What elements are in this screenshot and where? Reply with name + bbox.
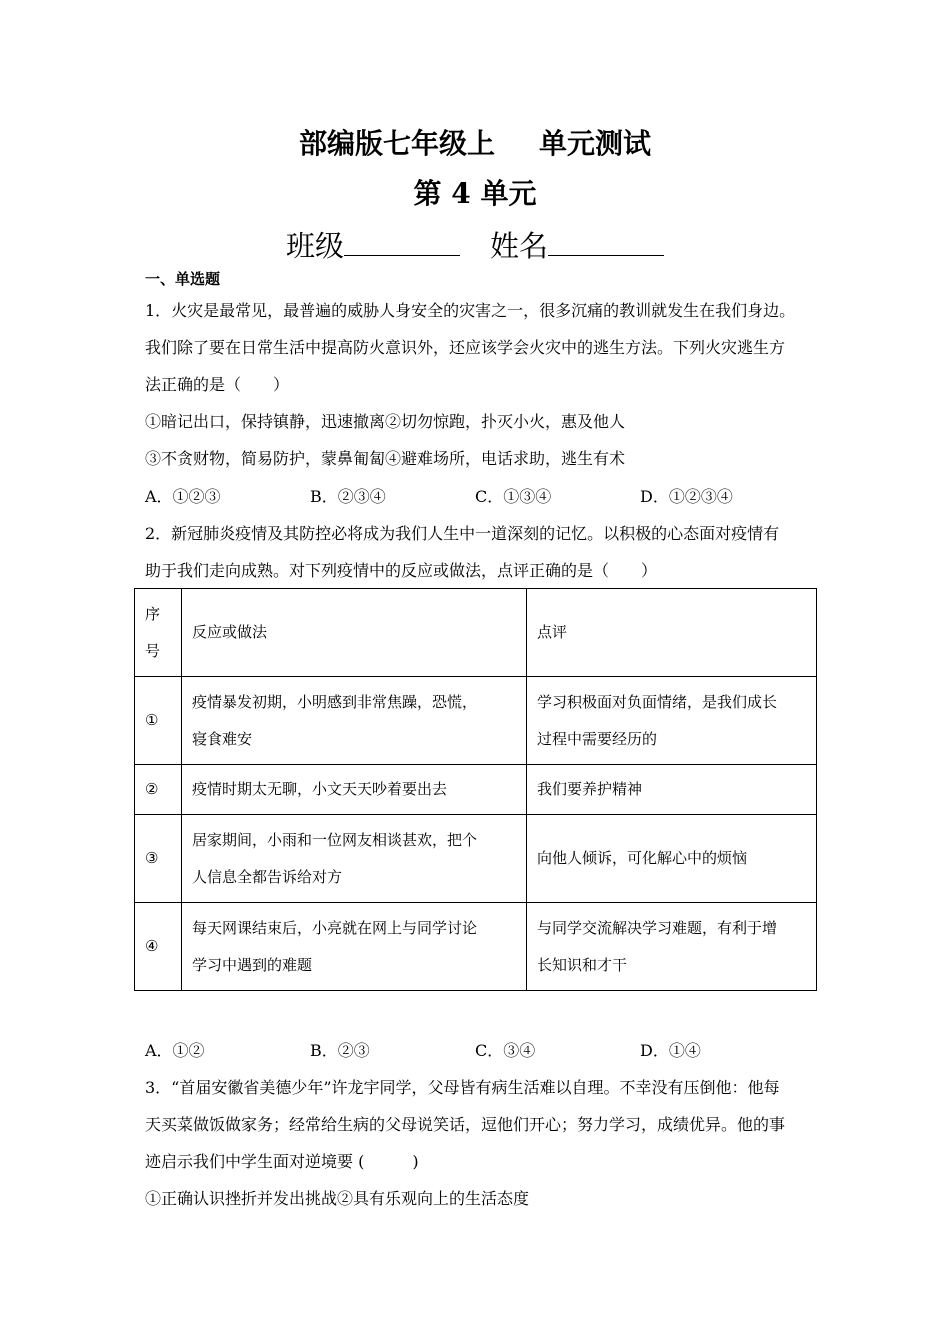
row-comment: 我们要养护精神 xyxy=(527,765,817,815)
q3-line: 天买菜做饭做家务；经常给生病的父母说笑话，逗他们开心；努力学习，成绩优异。他的事 xyxy=(145,1115,786,1134)
row-action: 每天网课结束后，小亮就在网上与同学讨论 学习中遇到的难题 xyxy=(182,903,527,991)
q2-line: 2．新冠肺炎疫情及其防控必将成为我们人生中一道深刻的记忆。以积极的心态面对疫情有 xyxy=(145,524,780,543)
row-comment: 向他人倾诉，可化解心中的烦恼 xyxy=(527,815,817,903)
row-comment: 学习积极面对负面情绪，是我们成长 过程中需要经历的 xyxy=(527,677,817,765)
q1-option-d[interactable]: D．①②③④ xyxy=(640,487,733,506)
row-action: 居家期间，小雨和一位网友相谈甚欢，把个 人信息全都告诉给对方 xyxy=(182,815,527,903)
q3-line: ①正确认识挫折并发出挑战②具有乐观向上的生活态度 xyxy=(145,1189,530,1208)
header-no-text: 序号 xyxy=(145,604,161,660)
class-blank[interactable] xyxy=(344,229,460,256)
name-label: 姓名 xyxy=(490,229,549,263)
unit-title: 第 4 单元 xyxy=(413,177,537,210)
table-row xyxy=(135,677,817,765)
q3-line: 3．“首届安徽省美德少年”许龙宇同学，父母皆有病生活难以自理。不幸没有压倒他：他每 xyxy=(145,1078,780,1097)
page-title xyxy=(0,122,950,162)
table-row xyxy=(135,765,817,815)
header-cell-no xyxy=(135,589,182,677)
q1-line: ③不贪财物，简易防护，蒙鼻匍匐④避难场所，电话求助，逃生有术 xyxy=(145,449,626,468)
table-header-row xyxy=(135,589,817,677)
row-no: ② xyxy=(135,765,182,815)
title-left: 部编版七年级上 xyxy=(298,127,495,160)
q1-line: 法正确的是（ ） xyxy=(145,375,290,394)
header-cell-comment: 点评 xyxy=(527,589,817,677)
q2-option-a[interactable]: A．①② xyxy=(145,1041,205,1060)
q3-line: 迹启示我们中学生面对逆境要 ( ) xyxy=(145,1152,419,1171)
q1-line: ①暗记出口，保持镇静，迅速撤离②切勿惊跑，扑灭小火，惠及他人 xyxy=(145,412,626,431)
section-title: 一、单选题 xyxy=(145,270,221,288)
row-action: 疫情时期太无聊，小文天天吵着要出去 xyxy=(182,765,527,815)
class-label: 班级 xyxy=(285,229,344,263)
title-right: 单元测试 xyxy=(539,127,652,160)
q1-line: 我们除了要在日常生活中提高防火意识外，还应该学会火灾中的逃生方法。下列火灾逃生方 xyxy=(145,338,786,357)
q1-option-c[interactable]: C．①③④ xyxy=(475,487,552,506)
q2-option-b[interactable]: B．②③ xyxy=(310,1041,370,1060)
table-row xyxy=(135,815,817,903)
row-action: 疫情暴发初期，小明感到非常焦躁，恐慌， 寝食难安 xyxy=(182,677,527,765)
q2-option-d[interactable]: D．①④ xyxy=(640,1041,701,1060)
q1-option-a[interactable]: A．①②③ xyxy=(145,487,221,506)
header-cell-action: 反应或做法 xyxy=(182,589,527,677)
q2-line: 助于我们走向成熟。对下列疫情中的反应或做法，点评正确的是（ ） xyxy=(145,561,658,580)
row-comment: 与同学交流解决学习难题，有利于增 长知识和才干 xyxy=(527,903,817,991)
student-info xyxy=(0,224,950,265)
name-blank[interactable] xyxy=(548,229,664,256)
q2-table xyxy=(134,588,817,991)
q1-option-b[interactable]: B．②③④ xyxy=(310,487,386,506)
row-no: ③ xyxy=(135,815,182,903)
row-no: ④ xyxy=(135,903,182,991)
row-no: ① xyxy=(135,677,182,765)
q2-option-c[interactable]: C．③④ xyxy=(475,1041,536,1060)
q1-line: 1．火灾是最常见，最普遍的威胁人身安全的灾害之一，很多沉痛的教训就发生在我们身边。 xyxy=(145,301,796,320)
table-row xyxy=(135,903,817,991)
